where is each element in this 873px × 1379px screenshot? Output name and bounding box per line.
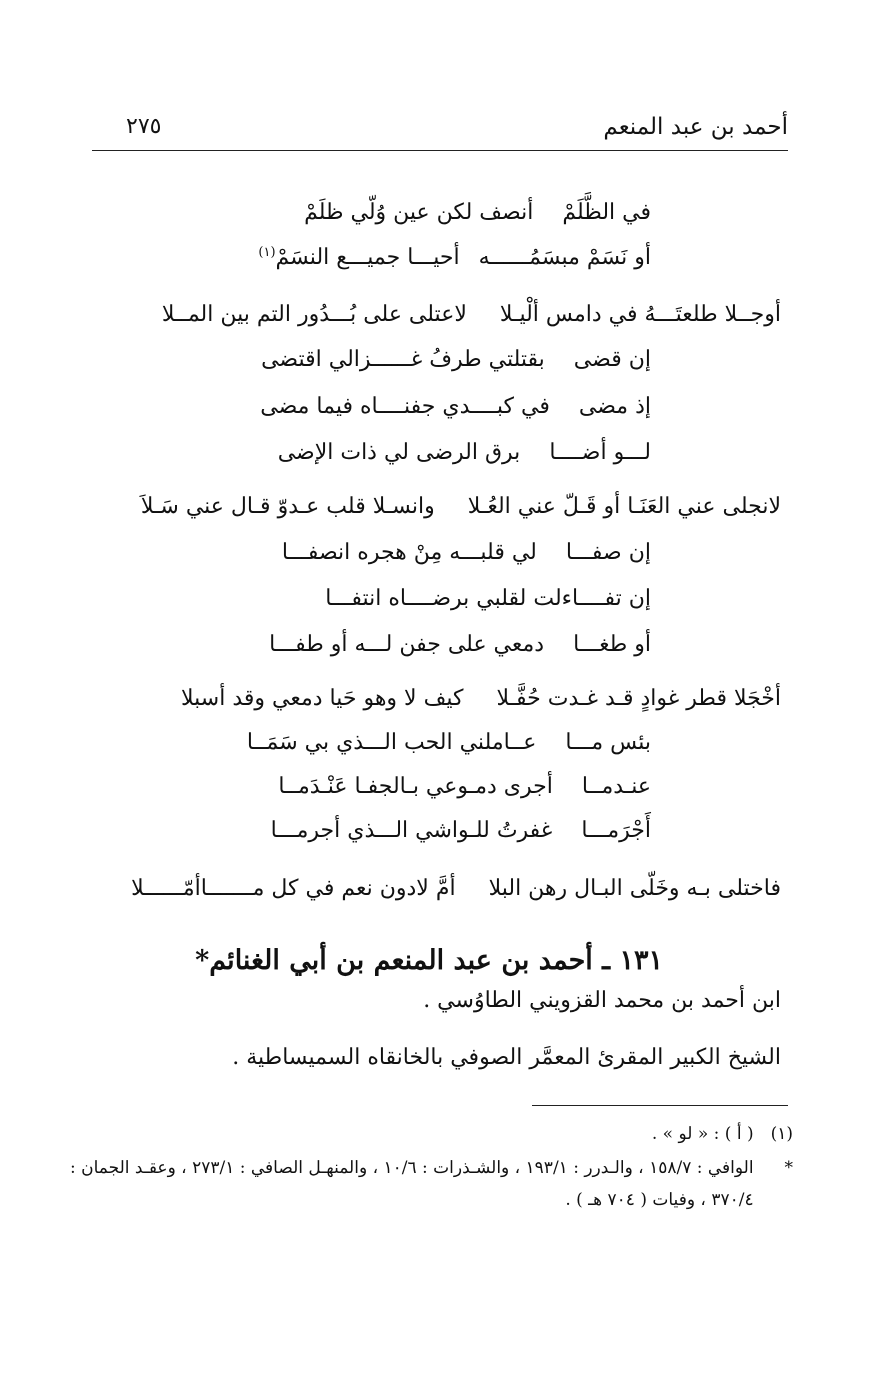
biography-paragraph: الشيخ الكبير المقرئ المعمَّر الصوفي بالخانقاه السميساطية .: [232, 1045, 781, 1070]
verse-segment: أَجْرَمـــا: [581, 818, 651, 843]
poem-line-long: [131, 874, 781, 904]
poem-line: [258, 238, 651, 273]
verse-segment: إن قضى: [573, 347, 651, 372]
footnote-text: ( أ ) : « لو » .: [651, 1124, 754, 1144]
poem-line-long: [181, 684, 781, 714]
footnote-divider: [532, 1105, 788, 1106]
verse-segment: غفرتُ للـواشي الـــذي أجرمـــا: [270, 818, 553, 843]
verse-segment: إذ مضى: [578, 394, 651, 419]
verse-segment: أو طغـــا: [573, 632, 651, 657]
running-title: أحمد بن عبد المنعم: [603, 114, 788, 140]
poem-line: [325, 584, 651, 614]
poem-line: [304, 198, 651, 228]
verse-segment: لانجلى عني العَنَـا أو قَـلّ عني العُـلا: [467, 494, 781, 519]
verse-segment: في الظَّلَمْ: [562, 200, 651, 225]
poem-line: [269, 630, 651, 660]
verse-segment: في كبــــدي جفنــــاه فيما مضى: [260, 394, 550, 419]
footnote-text: الوافي : ١٥٨/٧ ، والـدرر : ١٩٣/١ ، والشـذرات : ١٠/٦ ، والمنهـل الصافي : ٢٧٣/١ ، وعقـد الجمان :: [70, 1158, 754, 1178]
poem-line: [247, 728, 651, 758]
verse-segment: أنصف لكن عين وُلّي ظلَمْ: [304, 200, 534, 225]
verse-segment: أخْجَلا قطر غوادٍ قـد غـدت حُفَّـلا: [496, 686, 781, 711]
verse-segment: بئس مـــا: [565, 730, 651, 755]
poem-line: [278, 438, 651, 468]
footnote-ref: (١): [258, 245, 276, 260]
biography-heading: ١٣١ ـ أحمد بن عبد المنعم بن أبي الغنائم*: [195, 945, 663, 976]
verse-segment: لي قلبـــه مِنْ هجره انصفـــا: [281, 540, 537, 565]
verse-segment: لـــو أضــــا: [549, 440, 651, 465]
footnote-marker: (١): [770, 1124, 793, 1144]
footnote: [565, 1190, 793, 1210]
verse-segment: وانسـلا قلب عـدوّ قـال عني سَـلاَ: [140, 494, 435, 519]
poem-line-long: [141, 492, 781, 522]
running-header: [92, 110, 788, 151]
verse-segment: بقتلتي طرفُ غــــــزالي اقتضى: [261, 347, 545, 372]
page-number: ٢٧٥: [126, 114, 162, 139]
biography-paragraph: ابن أحمد بن محمد القزويني الطاوُسي .: [423, 988, 781, 1013]
verse-segment: كيف لا وهو حَيا دمعي وقد أسبلا: [181, 686, 464, 711]
poem-line: [278, 772, 651, 802]
verse-segment: إن تفــــاءلت لقلبي برضــــاه انتفـــا: [325, 586, 651, 611]
footnote-text: ٣٧٠/٤ ، وفيات ( ٧٠٤ هـ ) .: [565, 1190, 754, 1210]
verse-segment: فاختلى بـه وخَلّى البـال رهن البلا: [488, 876, 781, 901]
verse-segment: أوجــلا طلعتَـــهُ في دامس ألْيـلا: [499, 302, 781, 327]
verse-segment: برق الرضى لي ذات الإضى: [277, 440, 521, 465]
verse-segment: لاعتلى على بُـــدُور التم بين المــلا: [161, 302, 467, 327]
poem-line: [260, 392, 651, 422]
poem-line: [282, 538, 651, 568]
verse-segment: أحيـــا جميـــع النسَمْ: [275, 245, 460, 271]
verse-segment: إن صفـــا: [565, 540, 651, 565]
verse-segment: أجرى دمـوعي بـالجفـا عَنْـدَمــا: [278, 774, 553, 799]
footnote-marker: *: [784, 1158, 793, 1178]
verse-segment: أو نَسَمْ مبسَمُــــــه: [478, 245, 651, 271]
poem-line: [261, 345, 651, 375]
poem-line-long: [162, 300, 781, 330]
verse-segment: أمَّ لادون نعم في كل مـــــــاأمّــــــلا: [131, 876, 456, 901]
footnote: [70, 1158, 793, 1178]
poem-line: [271, 816, 651, 846]
footnote: [652, 1124, 793, 1144]
verse-segment: عنـدمــا: [581, 774, 651, 799]
verse-segment: عــاملني الحب الـــذي بي سَمَــا: [246, 730, 537, 755]
verse-segment: دمعي على جفن لـــه أو طفـــا: [269, 632, 545, 657]
